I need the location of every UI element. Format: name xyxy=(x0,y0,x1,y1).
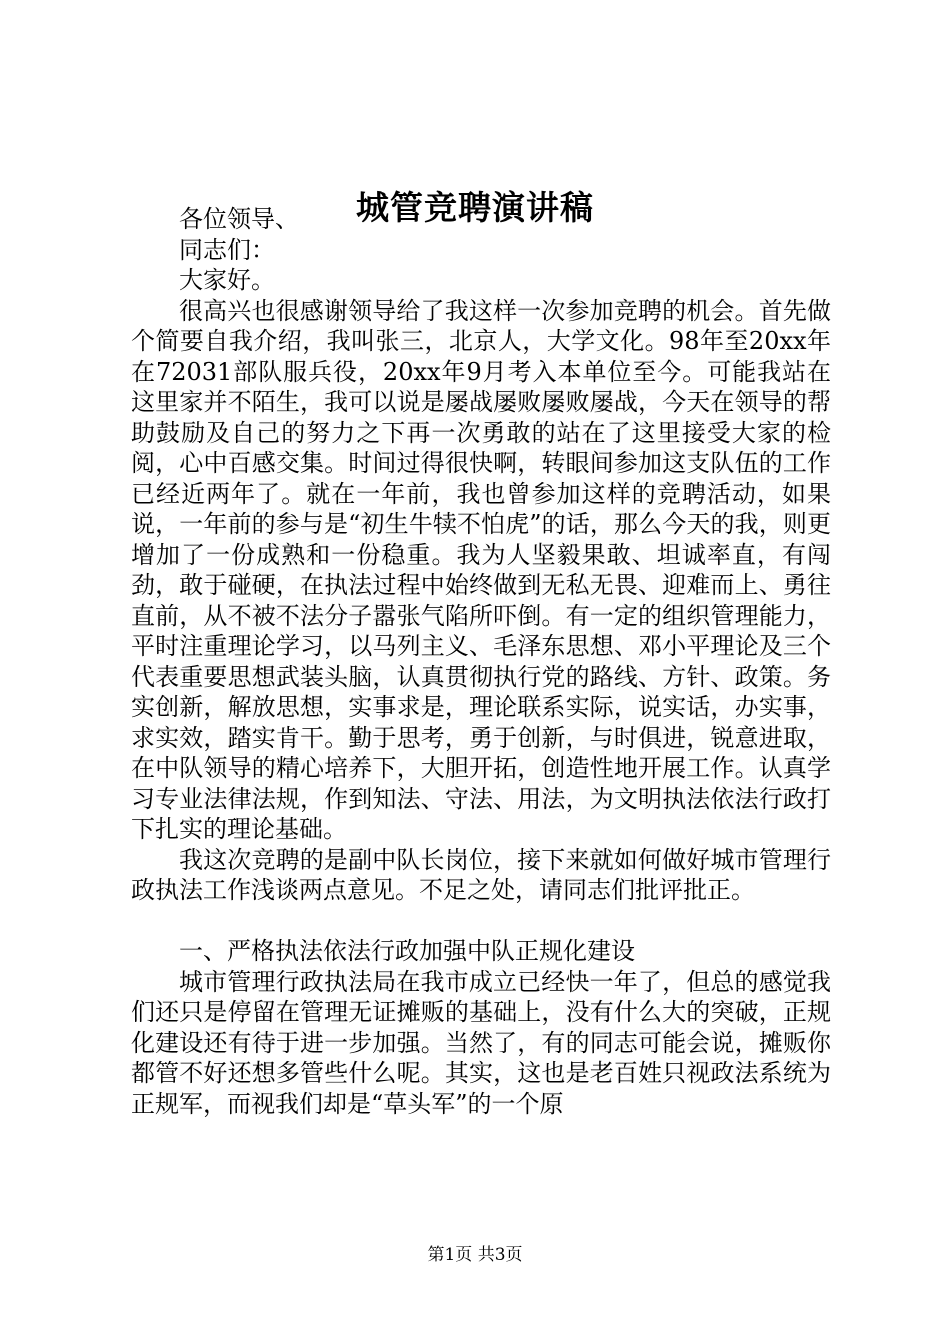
paragraph-position: 我这次竞聘的是副中队长岗位，接下来就如何做好城市管理行政执法工作浅谈两点意见。不足之处，请同志们批评批正。 xyxy=(131,845,831,904)
salutation-leaders: 各位领导、 xyxy=(179,205,299,233)
section-heading-1: 一、严格执法依法行政加强中队正规化建设 xyxy=(179,937,635,965)
page-number: 第1页 共3页 xyxy=(427,1245,523,1265)
salutation-comrades: 同志们： xyxy=(179,235,275,264)
document-body xyxy=(131,204,831,1119)
greeting: 大家好。 xyxy=(179,266,275,294)
blank-line xyxy=(131,906,831,937)
document-title: 城管竞聘演讲稿 xyxy=(356,188,594,227)
paragraph-self-introduction: 很高兴也很感谢领导给了我这样一次参加竞聘的机会。首先做个简要自我介绍，我叫张三，北京人，大学文化。98年至20xx年在72031部队服兵役，20xx年9月考入本单位至今。可能我站在这里家并不陌生，我可以说是屡战屡败屡败屡战，今天在领导的帮助鼓励及自己的努力之下再一次勇敢的站在了这里接受大家的检阅，心中百感交集。时间过得很快啊，转眼间参加这支队伍的工作已经近两年了。就在一年前，我也曾参加这样的竞聘活动，如果说，一年前的参与是“初生牛犊不怕虎”的话，那么今天的我，则更增加了一份成熟和一份稳重。我为人坚毅果敢、坦诚率直，有闯劲，敢于碰硬，在执法过程中始终做到无私无畏、迎难而上、勇往直前，从不被不法分子嚣张气陷所吓倒。有一定的组织管理能力，平时注重理论学习，以马列主义、毛泽东思想、邓小平理论及三个代表重要思想武装头脑，认真贯彻执行党的路线、方针、政策。务实创新，解放思想，实事求是，理论联系实际，说实话，办实事，求实效，踏实肯干。勤于思考，勇于创新，与时俱进，锐意进取，在中队领导的精心培养下，大胆开拓，创造性地开展工作。认真学习专业法律法规，作到知法、守法、用法，为文明执法依法行政打下扎实的理论基础。 xyxy=(131,296,831,843)
paragraph-section-1: 城市管理行政执法局在我市成立已经快一年了，但总的感觉我们还只是停留在管理无证摊贩的基础上，没有什么大的突破，正规化建设还有待于进一步加强。当然了，有的同志可能会说，摊贩你都管不好还想多管些什么呢。其实，这也是老百姓只视政法系统为正规军，而视我们却是“草头军”的一个原 xyxy=(131,967,831,1118)
